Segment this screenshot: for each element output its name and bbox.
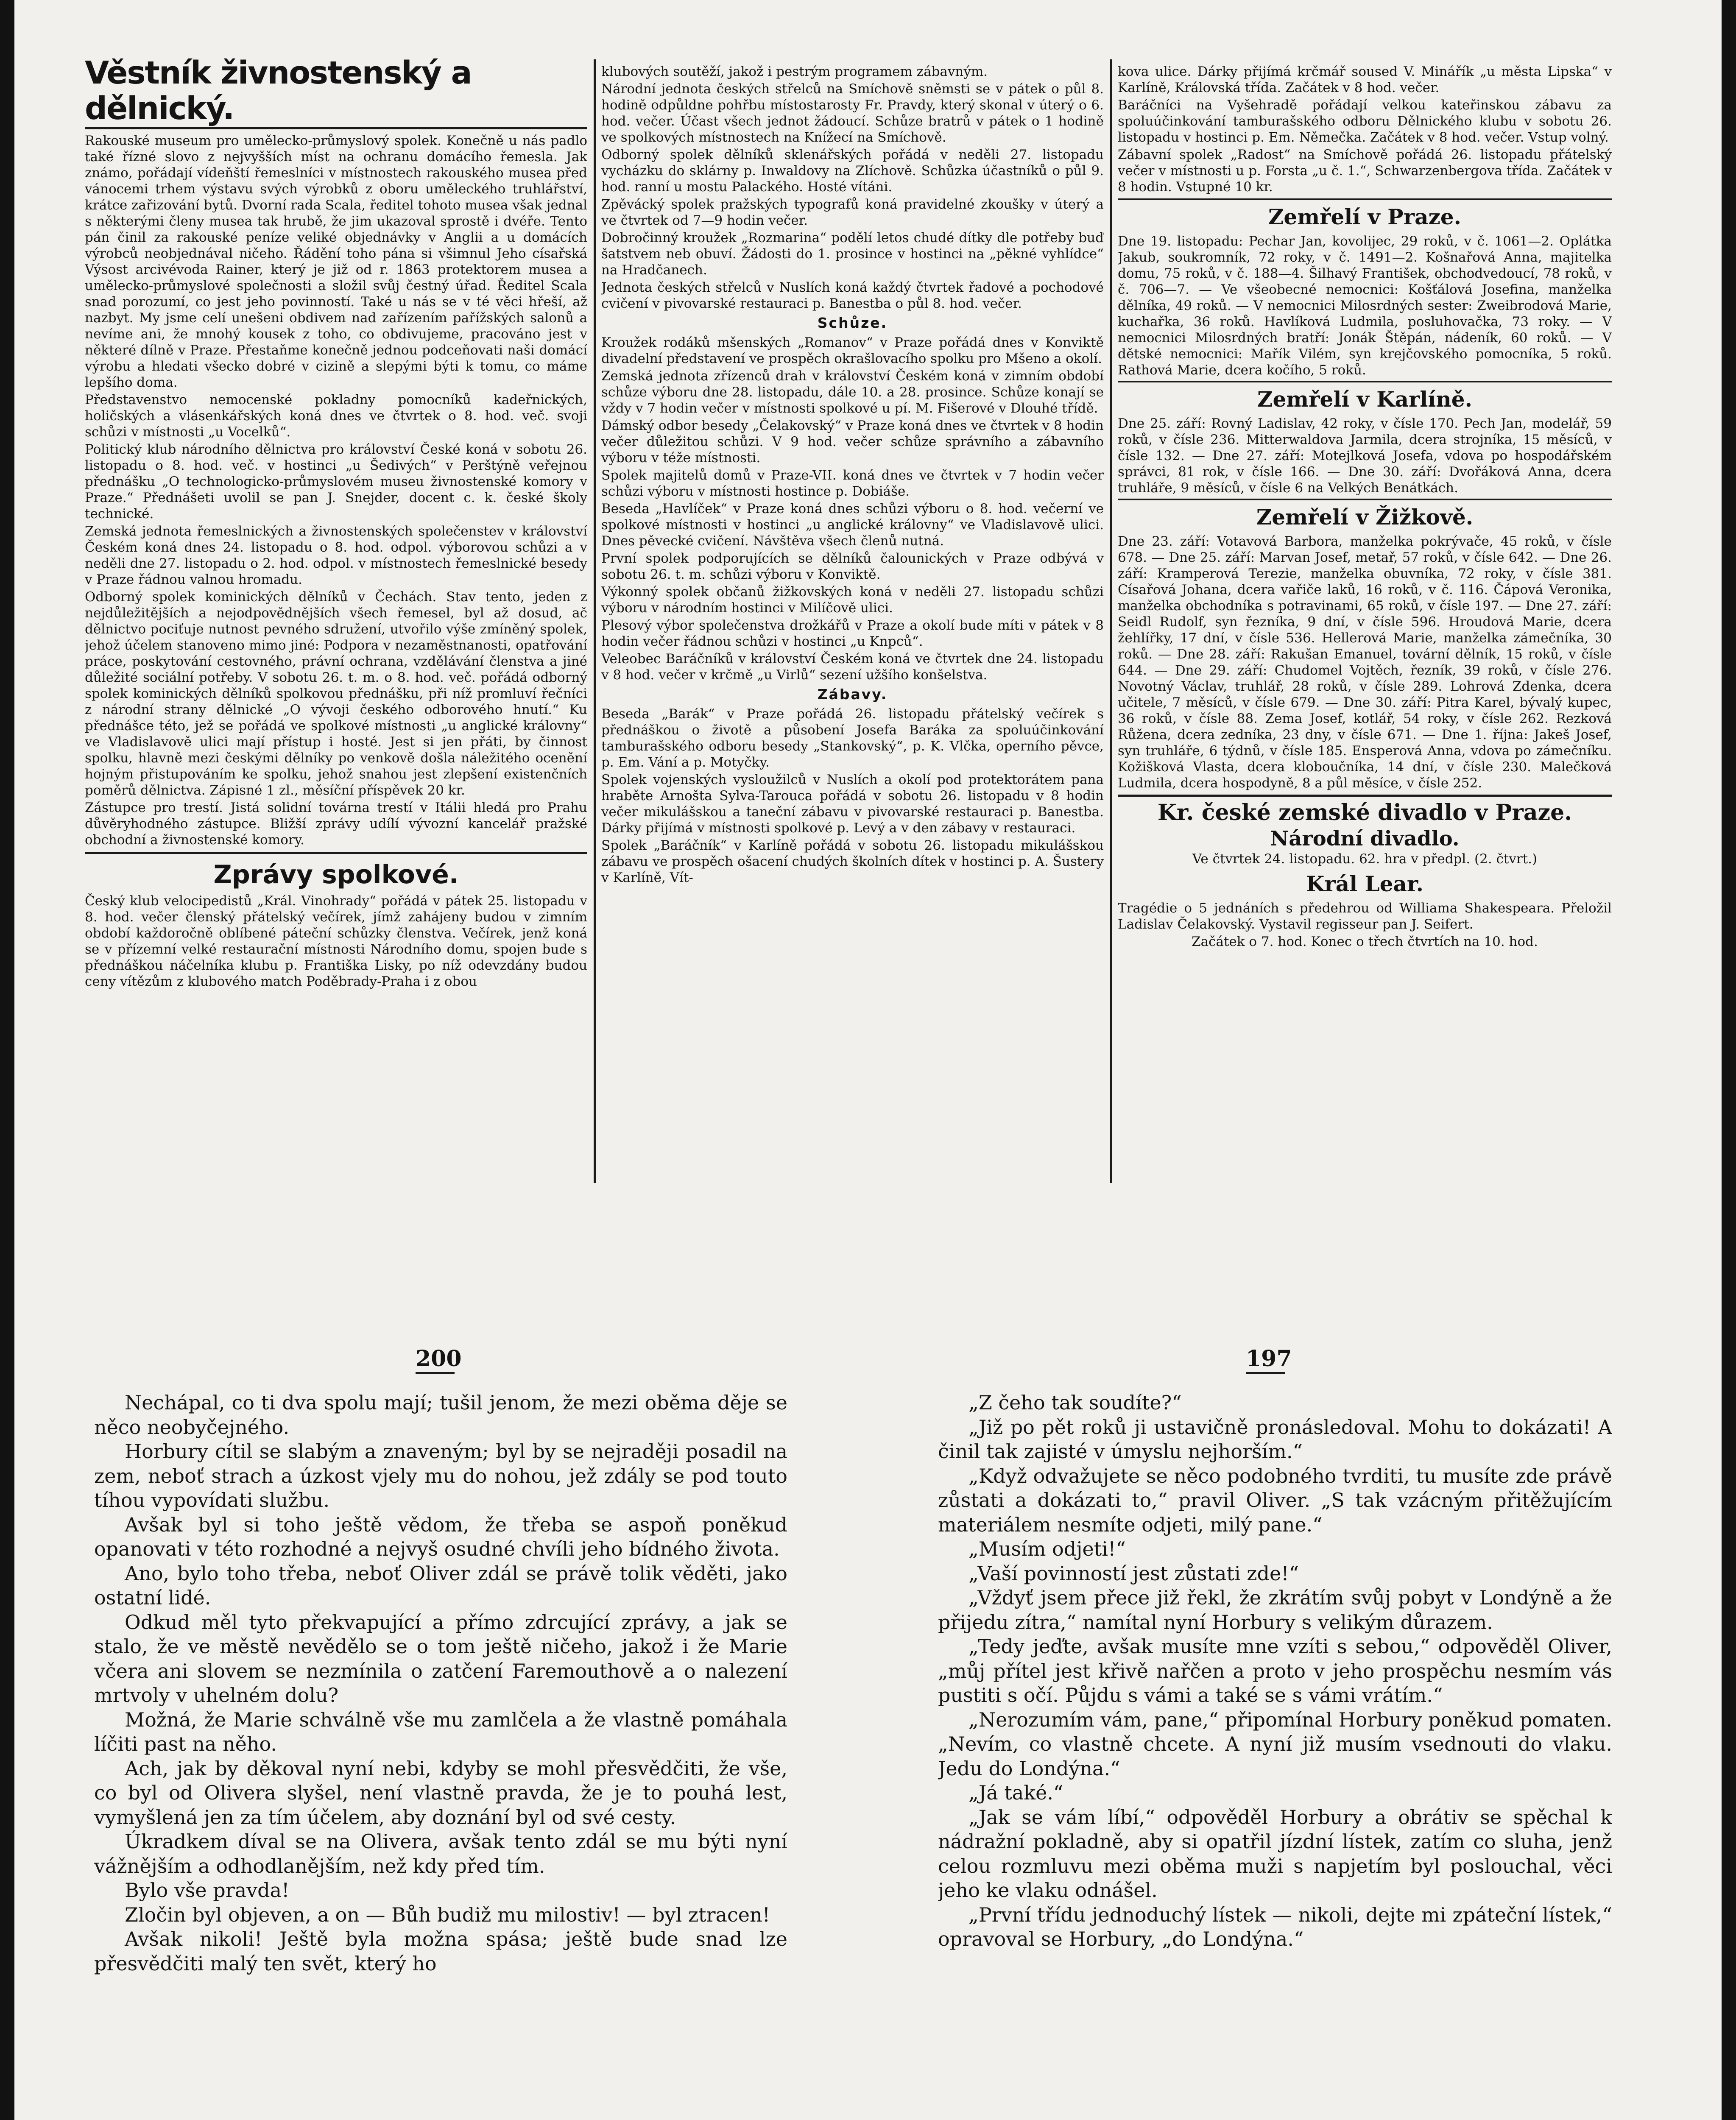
spolky-body	[601, 64, 1104, 312]
zabavy-paragraph: Spolek vojenských vysloužilců v Nuslích a okolí pod protektorátem pana hraběte Arnošta Sylva-Tarouca pořádá v sobotu 26. listopadu v 8 hodin večer mikulášskou a taneční zábavu v pivovarské restauraci p. Banestba. Dárky přijímá v místnosti spolkové p. Levý a v den zábavy v restauraci.	[601, 772, 1104, 836]
zpravy-body	[85, 893, 587, 990]
section-rule	[1118, 198, 1612, 200]
theatre-time: Začátek o 7. hod. Konec o třech čtvrtích na 10. hod.	[1192, 934, 1538, 949]
spolky-paragraph: Jednota českých střelců v Nuslích koná každý čtvrtek řadové a pochodové cvičení v pivovarské restauraci p. Banestba o půl 8. hod. večer.	[601, 280, 1104, 311]
page-number-right: 197	[1246, 1346, 1292, 1372]
schuze-body	[601, 335, 1104, 683]
novel-paragraph: „Musím odjeti!“	[968, 1537, 1126, 1560]
schuze-paragraph: Zemská jednota zřízenců drah v království Českém koná v zimním období schůze výboru dne 28. listopadu, dále 10. a 28. prosince. Schůze konají se vždy v 7 hodin večer v místnosti spolkové u pí. M. Fišerové v Dlouhé třídě.	[601, 368, 1104, 416]
zabavy-paragraph: Beseda „Barák“ v Praze pořádá 26. listopadu přátelský večírek s přednáškou o životě a působení Josefa Baráka za spoluúčinkování tamburašského odboru besedy „Stankovský“, p. K. Vlčka, operního pěvce, p. Em. Vání a p. Motyčky.	[601, 706, 1104, 770]
zemreli-praha-body	[1118, 233, 1612, 378]
section-rule	[85, 852, 587, 854]
novel-paragraph: „První třídu jednoduchý lístek — nikoli, dejte mi zpáteční lístek,“ opravoval se Horbury, „do Londýna.“	[938, 1903, 1612, 1950]
novel-left-body	[94, 1391, 787, 1976]
novel-paragraph: Zločin byl objeven, a on — Bůh budiž mu milostiv! — byl ztracen!	[125, 1903, 770, 1926]
page-number-underline	[1246, 1372, 1285, 1374]
schuze-paragraph: Veleobec Baráčníků v království Českém koná ve čtvrtek dne 24. listopadu v 8 hod. večer v krčmě „u Virlů“ sezení užšího konšelstva.	[601, 651, 1104, 683]
vestnik-paragraph: Zástupce pro trestí. Jistá solidní továrna trestí v Itálii hledá pro Prahu důvěryhodného zástupce. Bližší zprávy udílí vývozní kancelář pražské obchodní a živnostenské komory.	[85, 800, 587, 848]
vestnik-body	[85, 133, 587, 848]
theatre-title: Kr. české zemské divadlo v Praze.	[1157, 800, 1572, 826]
scan-border-left	[0, 0, 14, 2120]
section-rule	[1118, 499, 1612, 500]
zabavy-body	[601, 706, 1104, 886]
zemreli-zizkov-body	[1118, 533, 1612, 791]
schuze-paragraph: První spolek podporujících se dělníků čalounických v Praze odbývá v sobotu 26. t. m. schůzi výboru v Konviktě.	[601, 551, 1104, 582]
novel-paragraph: „Já také.“	[968, 1781, 1063, 1804]
zemreli-zizkov-title: Zemřelí v Žižkově.	[1256, 505, 1474, 530]
novel-paragraph: Avšak byl si toho ještě vědom, že třeba se aspoň poněkud opanovati v této rozhodné a nejvyš osudné chvíli jeho bídného života.	[94, 1513, 787, 1560]
novel-right-body	[938, 1391, 1612, 1952]
novel-paragraph: Avšak nikoli! Ještě byla možna spása; ještě bude snad lze přesvědčiti malý ten svět, který ho	[94, 1928, 787, 1975]
novel-paragraph: Možná, že Marie schválně vše mu zamlčela a že vlastně pomáhala líčiti past na něho.	[94, 1708, 787, 1755]
novel-paragraph: Nechápal, co ti dva spolu mají; tušil jenom, že mezi oběma děje se něco neobyčejného.	[94, 1391, 787, 1439]
theatre-description	[1118, 900, 1612, 932]
novel-paragraph: „Z čeho tak soudíte?“	[968, 1391, 1182, 1414]
schuze-title: Schůze.	[817, 315, 888, 331]
zabavy-paragraph: kova ulice. Dárky přijímá krčmář soused V. Minářík „u města Lipska“ v Karlíně, Královská třída. Začátek v 8 hod. večer.	[1118, 64, 1612, 95]
zpravy-paragraph: Český klub velocipedistů „Král. Vinohrady“ pořádá v pátek 25. listopadu v 8. hod. večer členský přátelský večírek, jímž zahájeny budou v zimním období každoročně oblíbené páteční schůzky členstva. Večírek, jenž koná se v přízemní velké restaurační místnosti Národního domu, spojen bude s přednáškou náčelníka klubu p. Františka Lisky, po níž odevzdány budou ceny vítězům z klubového match Poděbrady-Praha i z obou	[85, 893, 587, 989]
novel-paragraph: Ach, jak by děkoval nyní nebi, kdyby se mohl přesvědčiti, že vše, co byl od Olivera slyšel, není vlastně pravda, že je to pouhá lest, vymyšlená jen za tím účelem, aby doznání byl od své cesty.	[94, 1757, 787, 1829]
theatre-subtitle: Národní divadlo.	[1270, 827, 1460, 851]
vestnik-title: Věstník živnostenský a dělnický.	[85, 55, 472, 127]
theatre-play: Král Lear.	[1306, 871, 1424, 896]
vestnik-paragraph: Představenstvo nemocenské pokladny pomocníků kadeřnických, holičských a vlásenkářských koná dnes ve čtvrtek o 8. hod. več. svoji schůzi v místnosti „u Vocelků“.	[85, 392, 587, 440]
novel-page-left	[94, 1391, 787, 2120]
zemreli-praha-title: Zemřelí v Praze.	[1268, 204, 1462, 229]
schuze-paragraph: Plesový výbor společenstva drožkářů v Praze a okolí bude míti v pátek v 8 hodin večer řádnou schůzi v hostinci „u Knpců“.	[601, 618, 1104, 649]
schuze-paragraph: Kroužek rodáků mšenských „Romanov“ v Praze pořádá dnes v Konviktě divadelní představení ve prospěch okrašlovacího spolku pro Mšeno a okolí.	[601, 335, 1104, 366]
title-rule	[85, 127, 587, 129]
column-zemreli	[1118, 64, 1612, 1149]
vestnik-paragraph: Politický klub národního dělnictva pro království České koná v sobotu 26. listopadu o 8. hod. več. v hostinci „u Šedivých“ v Perštýně veřejnou přednášku „O technologicko-průmyslovém museu živnostenské komory v Praze.“ Přednášeti uvolil se pan J. Snejder, docent c. k. české školy technické.	[85, 442, 587, 522]
novel-paragraph: „Když odvažujete se něco podobného tvrditi, tu musíte zde právě zůstati a dokázati to,“ pravil Oliver. „S tak vzácným přitěžujícím materiálem nesmíte odjeti, milý pane.“	[938, 1464, 1612, 1536]
novel-paragraph: Odkud měl tyto překvapující a přímo zdrcující zprávy, a jak se stalo, že ve městě nevědělo se o tom ještě ničeho, jakož i že Marie včera ani slovem se nezmínila o zatčení Faremouthově a o nalezení mrtvoly v uhelném dolu?	[94, 1610, 787, 1707]
scan-border-right	[1722, 0, 1736, 2120]
section-rule	[1118, 381, 1612, 382]
spolky-paragraph: Odborný spolek dělníků sklenářských pořádá v neděli 27. listopadu vycházku do sklárny p. Inwaldovy na Zlíchově. Schůzka účastníků o půl 9. hod. ranní u mostu Palackého. Hosté vítáni.	[601, 147, 1104, 195]
spolky-paragraph: klubových soutěží, jakož i pestrým programem zábavným.	[601, 64, 988, 79]
spolky-paragraph: Dobročinný kroužek „Rozmarina“ podělí letos chudé dítky dle potřeby buď šatstvem neb obuví. Žádosti do 1. prosince v hostinci na „pěkné vyhlídce“ na Hradčanech.	[601, 230, 1104, 278]
zabavy-paragraph: Zábavní spolek „Radost“ na Smíchově pořádá 26. listopadu přátelský večer v místnosti u p. Forsta „u č. 1.“, Schwarzenbergova třída. Začátek v 8 hodin. Vstupné 10 kr.	[1118, 147, 1612, 195]
novel-paragraph: „Vždyť jsem přece již řekl, že zkrátím svůj pobyt v Londýně a že přijedu zítra,“ namítal nyní Horbury s velikým důrazem.	[938, 1586, 1612, 1634]
zemreli-karlin-body	[1118, 416, 1612, 496]
schuze-paragraph: Spolek majitelů domů v Praze-VII. koná dnes ve čtvrtek v 7 hodin večer schůzi výboru v místnosti hostince p. Dobiáše.	[601, 468, 1104, 499]
schuze-paragraph: Beseda „Havlíček“ v Praze koná dnes schůzi výboru o 8. hod. večerní ve spolkové místnosti v hostinci „u anglické královny“ ve Vladislavově ulici. Dnes pěvecké cvičení. Návštěva všech členů nutná.	[601, 501, 1104, 549]
zemreli-paragraph: Dne 23. září: Votavová Barbora, manželka pokrývače, 45 roků, v čísle 678. — Dne 25. září: Marvan Josef, metař, 57 roků, v čísle 642. — Dne 26. září: Kramperová Terezie, manželka obuvníka, 72 roky, v čísle 381. Císařová Johana, dcera vařiče laků, 16 roků, v č. 116. Čápová Veronika, manželka obchodníka s potravinami, 65 roků, v čísle 197. — Dne 27. září: Seidl Rudolf, syn řezníka, 9 dní, v čísle 596. Hroudová Marie, dcera žehlířky, 17 dní, v čísle 536. Hellerová Marie, manželka zámečníka, 30 roků. — Dne 28. září: Rakušan Emanuel, tovární dělník, 15 roků, v čísle 644. — Dne 29. září: Chudomel Vojtěch, řezník, 39 roků, v čísle 276. Novotný Václav, truhlář, 28 roků, v čísle 289. Lohrová Zdenka, dcera učitele, 7 měsíců, v čísle 679. — Dne 30. září: Pitra Karel, bývalý kupec, 36 roků, v čísle 88. Zema Josef, kotlář, 54 roky, v čísle 262. Rezková Růžena, dcera zedníka, 23 dny, v čísle 671. — Dne 1. října: Jakeš Josef, syn truhláře, 6 týdnů, v čísle 185. Ensperová Anna, vdova po zámečníku. Kožišková Vlasta, dcera kloboučníka, 14 dní, v čísle 230. Malečková Ludmila, dcera hospodyně, 8 a půl měsíce, v čísle 252.	[1118, 534, 1612, 791]
zabavy-paragraph: Baráčníci na Vyšehradě pořádají velkou kateřinskou zábavu za spoluúčinkování tamburašského odboru Dělnického klubu v sobotu 26. listopadu v hostinci p. Em. Němečka. Začátek v 8 hod. večer. Vstup volný.	[1118, 98, 1612, 145]
page-number-left: 200	[416, 1346, 462, 1372]
zabavy-title: Zábavy.	[817, 686, 888, 703]
vestnik-paragraph: Odborný spolek kominických dělníků v Čechách. Stav tento, jeden z nejdůležitějších a nejodpovědnějších všech řemesel, byl až dosud, ač dělnictvo pociťuje nutnost pevného sdružení, utvořilo výše zmíněný spolek, jehož účelem stanoveno mimo jiné: Podpora v nezaměstnanosti, opatřování práce, poskytování cestovného, právní ochrana, vzdělávání členstva a jiné důležité sociální potřeby. V sobotu 26. t. m. o 8. hod. več. pořádá odborný spolek kominických dělníků spolkovou přednášku, při níž promluví řečníci z národní strany dělnické „O vývoji českého odborového hnutí.“ Ku přednášce této, jež se pořádá ve spolkové místnosti „u anglické královny“ ve Vladislavově ulici mají přístup i hosté. Jest si jen přáti, by činnost spolku, hlavně mezi českými dělníky po venkově došla náležitého ocenění hojným přistupováním ke spolku, jehož snahou jest zlepšení existenčních poměrů dělnictva. Zápisné 1 zl., měsíční příspěvek 20 kr.	[85, 589, 587, 798]
novel-paragraph: „Nerozumím vám, pane,“ připomínal Horbury poněkud pomaten. „Nevím, co vlastně chcete. A nyní již musím vsednouti do vlaku. Jedu do Londýna.“	[938, 1708, 1612, 1780]
spolky-paragraph: Národní jednota českých střelců na Smíchově sněmsti se v pátek o půl 8. hodině odpůldne pohřbu místostarosty Fr. Pravdy, který skonal v úterý o 6. hod. večer. Účast všech jednot žádoucí. Schůze bratrů v pátek o 1 hodině ve spolkových místnostech na Knížecí na Smíchově.	[601, 81, 1104, 145]
novel-paragraph: „Již po pět roků ji ustavičně pronásledoval. Mohu to dokázati! A činil tak zajisté v úmyslu nejhorším.“	[938, 1415, 1612, 1463]
spolky-paragraph: Zpěvácký spolek pražských typografů koná pravidelné zkoušky v úterý a ve čtvrtek od 7—9 hodin večer.	[601, 197, 1104, 228]
column-divider	[594, 59, 596, 1183]
schuze-paragraph: Výkonný spolek občanů žižkovských koná v neděli 27. listopadu schůzi výboru v národním hostinci v Milíčově ulici.	[601, 584, 1104, 616]
column-vestnik	[85, 55, 587, 1183]
column-divider	[1110, 59, 1112, 1183]
zemreli-paragraph: Dne 25. září: Rovný Ladislav, 42 roky, v čísle 170. Pech Jan, modelář, 59 roků, v čísle 236. Mitterwaldova Jarmila, dcera strojníka, 15 měsíců, v čísle 132. — Dne 27. září: Motejlková Josefa, vdova po hospodářském správci, 81 rok, v čísle 166. — Dne 30. září: Dvořáková Anna, dcera truhláře, 9 měsíců, v čísle 6 na Velkých Benátkách.	[1118, 416, 1612, 496]
novel-paragraph: „Vaší povinností jest zůstati zde!“	[968, 1562, 1299, 1585]
novel-paragraph: Úkradkem díval se na Olivera, avšak tento zdál se mu býti nyní vážnějším a odhodlanějším, než kdy před tím.	[94, 1830, 787, 1877]
section-rule	[1118, 795, 1612, 797]
theatre-date: Ve čtvrtek 24. listopadu. 62. hra v předpl. (2. čtvrt.)	[1192, 851, 1538, 867]
novel-page-right	[938, 1391, 1612, 2120]
column-spolky	[601, 64, 1104, 1183]
zemreli-paragraph: Dne 19. listopadu: Pechar Jan, kovolijec, 29 roků, v č. 1061—2. Oplátka Jakub, soukromník, 72 roky, v č. 1491—2. Košnařová Anna, majitelka domu, 75 roků, v č. 188—4. Šilhavý František, obchodvedoucí, 78 roků, v č. 706—7. — Ve všeobecné nemocnici: Košťálová Josefina, manželka dělníka, 49 roků. — V nemocnici Milosrdných sester: Zweibrodová Marie, kuchařka, 36 roků. Havlíková Ludmila, posluhovačka, 73 roky. — V nemocnici Milosrdných bratří: Jonák Štěpán, nádeník, 60 roků. — V dětské nemocnici: Mařík Vilém, syn krejčovského pomocníka, 5 roků. Rathová Marie, dcera kočího, 5 roků.	[1118, 234, 1612, 378]
vestnik-paragraph: Zemská jednota řemeslnických a živnostenských společenstev v království Českém koná dnes 24. listopadu o 8. hod. odpol. výborovou schůzi a v neděli dne 27. listopadu o 2. hod. odpol. v místnostech řemeslnické besedy v Praze řádnou valnou hromadu.	[85, 524, 587, 587]
zpravy-title: Zprávy spolkové.	[213, 860, 459, 890]
novel-paragraph: „Tedy jeďte, avšak musíte mne vzíti s sebou,“ odpověděl Oliver, „můj přítel jest křivě nařčen a proto v jeho prospěchu nesmím vás pustiti s očí. Půjdu s vámi a také se s vámi vrátím.“	[938, 1635, 1612, 1707]
theatre-paragraph: Tragédie o 5 jednáních s předehrou od Williama Shakespeara. Přeložil Ladislav Čelakovský. Vystavil regisseur pan J. Seifert.	[1118, 901, 1612, 932]
zemreli-karlin-title: Zemřelí v Karlíně.	[1257, 387, 1472, 412]
page-number-underline	[416, 1372, 455, 1374]
zabavy-continued	[1118, 64, 1612, 195]
novel-paragraph: Ano, bylo toho třeba, neboť Oliver zdál se právě tolik věděti, jako ostatní lidé.	[94, 1562, 787, 1609]
schuze-paragraph: Dámský odbor besedy „Čelakovský“ v Praze koná dnes ve čtvrtek v 8 hodin večer důležitou schůzi. V 9 hod. večer schůze správního a zábavního výboru v téže místnosti.	[601, 418, 1104, 466]
novel-paragraph: „Jak se vám líbí,“ odpověděl Horbury a obrátiv se spěchal k nádražní pokladně, aby si opatřil jízdní lístek, zatím co sluha, jenž celou rozmluvu mezi oběma muži s napjetím byl poslouchal, věci jeho ke vlaku odnášel.	[938, 1805, 1612, 1902]
novel-paragraph: Horbury cítil se slabým a znaveným; byl by se nejraději posadil na zem, neboť strach a úzkost vjely mu do nohou, jež zdály se pod touto tíhou vypovídati službu.	[94, 1440, 787, 1512]
novel-paragraph: Bylo vše pravda!	[125, 1879, 290, 1902]
vestnik-paragraph: Rakouské museum pro umělecko-průmyslový spolek. Konečně u nás padlo také řízné slovo z nejvyšších míst na ochranu domácího řemesla. Jak známo, pořádají vídeňští řemeslníci v místnostech rakouského musea před vánocemi trhem výstavu svých výrobků z oboru uměleckého truhlářství, krátce zařizování bytů. Dvorní rada Scala, ředitel tohoto musea však jednal s některými členy musea tak hrubě, že jim ukazoval sprostě i dvéře. Tento pán činil za rakouské peníze veliké objednávky v Anglii a u domácích výrobců neobjednával ničeho. Řádění toho pána si všimnul Jeho císařská Výsost arcivévoda Rainer, který je již od r. 1863 protektorem musea a umělecko-průmyslové společnosti a složil svůj čestný úřad. Ředitel Scala snad porozumí, co jest jeho povinností. Také u nás se v té věci hřeší, až nazbyt. My jsme celí unešeni obdivem nad zařízením pařížských salonů a nevíme ani, že mnohý kousek z toho, co obdivujeme, pracováno jest v některé dílně v Praze. Přestaňme konečně jednou podceňovati naši domácí výrobu a hledati všecko dobré v cizině a slepými býti k tomu, co máme lepšího doma.	[85, 133, 587, 390]
zabavy-paragraph: Spolek „Baráčník“ v Karlíně pořádá v sobotu 26. listopadu mikulášskou zábavu ve prospěch ošacení chudých školních dítek v hostinci p. A. Šustery v Karlíně, Vít-	[601, 838, 1104, 885]
